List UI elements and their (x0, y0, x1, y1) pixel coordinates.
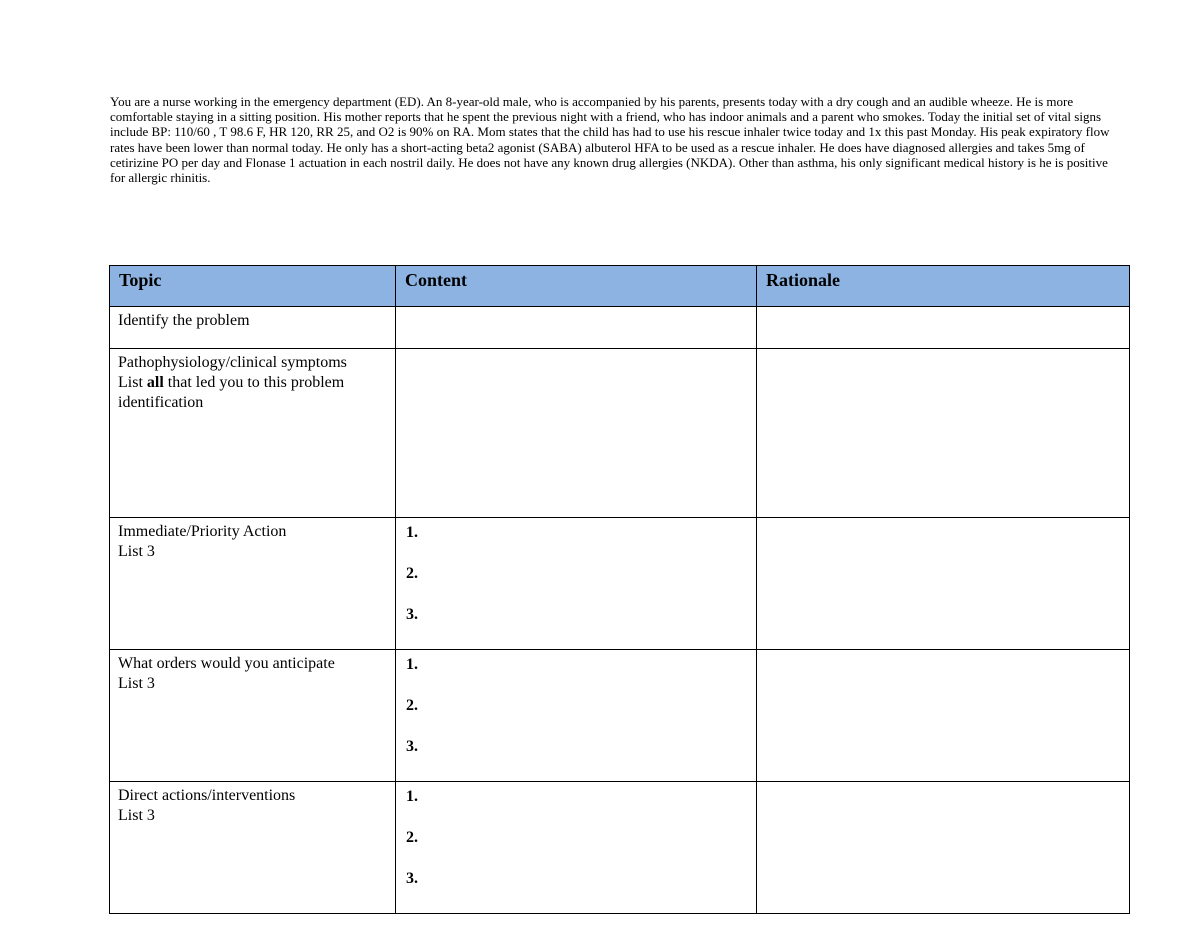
topic-line: Direct actions/interventions (118, 787, 296, 804)
topic-cell-pathophysiology (110, 349, 396, 518)
content-cell-problem[interactable] (396, 307, 757, 349)
header-topic: Topic (110, 266, 396, 307)
rationale-cell-direct-actions[interactable] (757, 782, 1130, 914)
rationale-cell-priority-action[interactable] (757, 518, 1130, 650)
topic-emphasis: all (146, 374, 164, 391)
topic-line: Pathophysiology/clinical symptoms (118, 354, 347, 371)
topic-cell-orders (110, 650, 396, 782)
topic-cell-direct-actions (110, 782, 396, 914)
topic-line: List 3 (118, 675, 155, 692)
topic-line: List 3 (118, 807, 155, 824)
list-number: 3. (406, 606, 418, 623)
table-row-orders (110, 650, 1130, 782)
numbered-list (404, 786, 748, 909)
numbered-list (404, 654, 748, 777)
topic-line: Immediate/Priority Action (118, 523, 287, 540)
content-cell-orders[interactable] (396, 650, 757, 782)
topic-cell-problem: Identify the problem (110, 307, 396, 349)
topic-line (118, 373, 387, 413)
rationale-cell-problem[interactable] (757, 307, 1130, 349)
header-rationale: Rationale (757, 266, 1130, 307)
topic-cell-priority-action (110, 518, 396, 650)
numbered-list (404, 522, 748, 645)
list-number: 2. (406, 565, 418, 582)
table-row-problem (110, 307, 1130, 349)
list-number: 1. (406, 656, 418, 673)
care-plan-table (109, 265, 1130, 914)
list-number: 2. (406, 697, 418, 714)
content-cell-pathophysiology[interactable] (396, 349, 757, 518)
topic-text: List (118, 374, 147, 391)
list-number: 3. (406, 738, 418, 755)
list-number: 1. (406, 788, 418, 805)
topic-line: What orders would you anticipate (118, 655, 335, 672)
topic-line: List 3 (118, 543, 155, 560)
rationale-cell-pathophysiology[interactable] (757, 349, 1130, 518)
header-content: Content (396, 266, 757, 307)
list-number: 3. (406, 870, 418, 887)
content-cell-priority-action[interactable] (396, 518, 757, 650)
rationale-cell-orders[interactable] (757, 650, 1130, 782)
table-row-direct-actions (110, 782, 1130, 914)
table-row-pathophysiology (110, 349, 1130, 518)
list-number: 1. (406, 524, 418, 541)
content-cell-direct-actions[interactable] (396, 782, 757, 914)
table-row-priority-action (110, 518, 1130, 650)
table-header-row (110, 266, 1130, 307)
list-number: 2. (406, 829, 418, 846)
case-scenario-paragraph: You are a nurse working in the emergency department (ED). An 8-year-old male, who is accompanied by his parents, presents today with a dry cough and an audible wheeze. He is more comfortable staying in a sitting position. His mother reports that he spent the previous night with a friend, who has indoor animals and a parent who smokes. Today the initial set of vital signs include BP: 110/60 , T 98.6 F, HR 120, RR 25, and O2 is 90% on RA. Mom states that the child has had to use his rescue inhaler twice today and 1x this past Monday. His peak expiratory flow rates have been lower than normal today. He only has a short-acting beta2 agonist (SABA) albuterol HFA to be used as a rescue inhaler. He does have diagnosed allergies and takes 5mg of cetirizine PO per day and Flonase 1 actuation in each nostril daily. He does not have any known drug allergies (NKDA). Other than asthma, his only significant medical history is he is positive for allergic rhinitis. (110, 94, 1110, 186)
topic-text: that led you to this problem identification (118, 374, 345, 411)
